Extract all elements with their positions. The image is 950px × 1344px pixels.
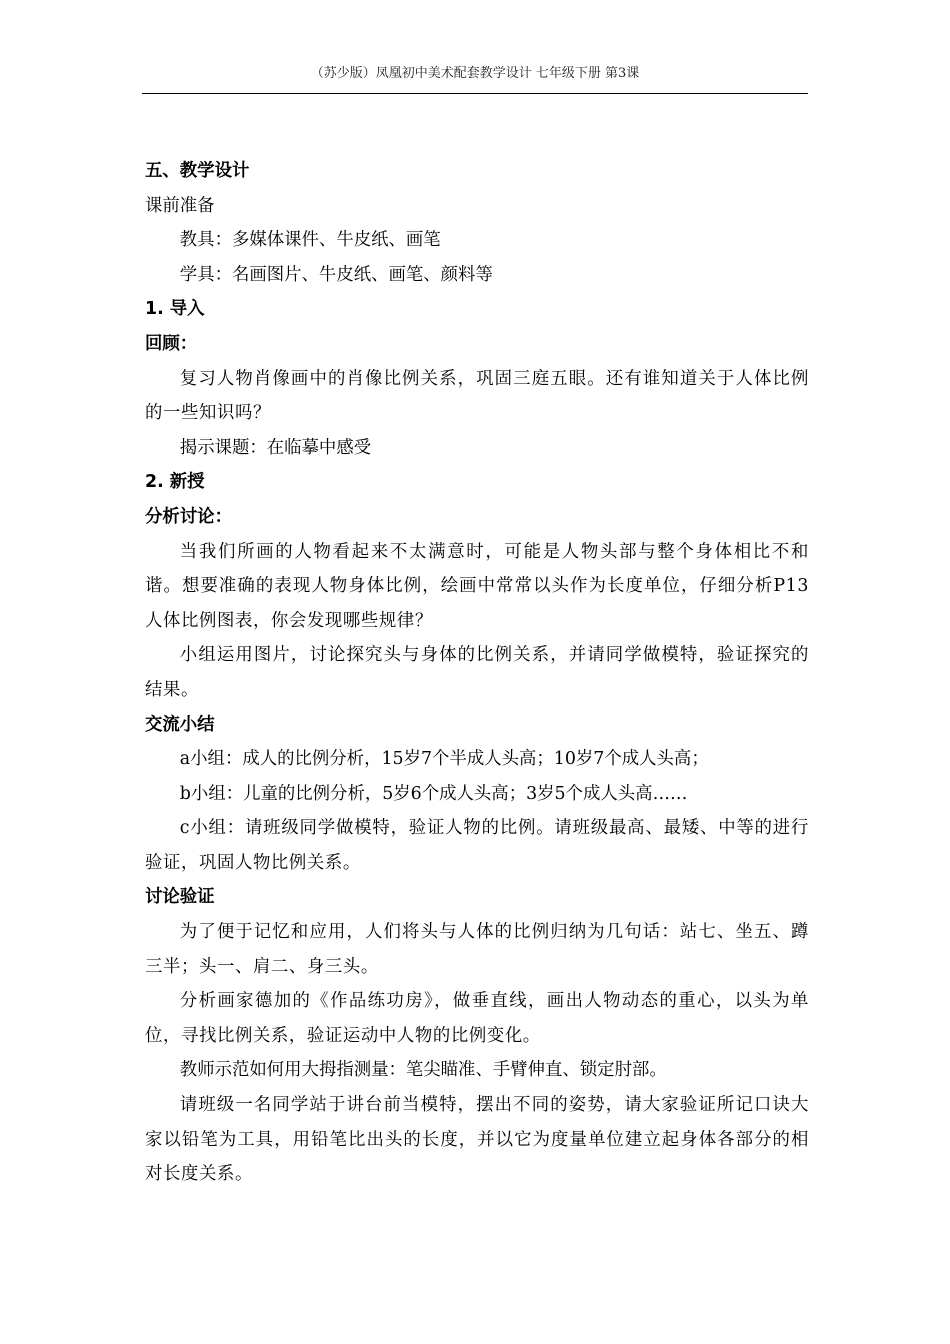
teacher-tools: 教具：多媒体课件、牛皮纸、画笔: [179, 230, 441, 251]
summary-heading: 交流小结: [145, 714, 215, 735]
analysis-paragraph-1: 当我们所画的人物看起来不太满意时，可能是人物头部与整个身体相比不和谐。想要准确的表现人物身体比例，绘画中常常以头作为长度单位，仔细分析P13人体比例图表，你会发现哪些规律？: [145, 541, 809, 631]
step1-heading: 1. 导入: [145, 299, 205, 320]
verify-paragraph-2: 分析画家德加的《作品练功房》，做垂直线，画出人物动态的重心，以头为单位，寻找比例关系，验证运动中人物的比例变化。: [145, 991, 809, 1046]
document-body: [145, 154, 809, 1192]
group-b-summary: b小组：儿童的比例分析，5岁6个成人头高；3岁5个成人头高……: [179, 783, 688, 804]
verify-paragraph-1: 为了便于记忆和应用，人们将头与人体的比例归纳为几句话：站七、坐五、蹲三半；头一、肩二、身三头。: [145, 922, 809, 977]
review-paragraph: 复习人物肖像画中的肖像比例关系，巩固三庭五眼。还有谁知道关于人体比例的一些知识吗？: [145, 368, 809, 424]
analysis-paragraph-2: 小组运用图片，讨论探究头与身体的比例关系，并请同学做模特，验证探究的结果。: [145, 645, 809, 700]
group-a-summary: a小组：成人的比例分析，15岁7个半成人头高；10岁7个成人头高；: [179, 749, 709, 770]
reveal-topic: 揭示课题：在临摹中感受: [179, 437, 372, 458]
verify-heading: 讨论验证: [145, 887, 215, 908]
verify-paragraph-3: 教师示范如何用大拇指测量：笔尖瞄准、手臂伸直、锁定肘部。: [179, 1060, 667, 1081]
student-tools: 学具：名画图片、牛皮纸、画笔、颜料等: [179, 264, 493, 285]
prep-heading: 课前准备: [145, 195, 215, 216]
page-header: （苏少版）凤凰初中美术配套教学设计 七年级下册 第3课: [310, 66, 640, 81]
header-divider: [142, 93, 808, 94]
group-c-summary: c小组：请班级同学做模特，验证人物的比例。请班级最高、最矮、中等的进行验证，巩固人物比例关系。: [145, 818, 809, 873]
step2-heading: 2. 新授: [145, 472, 205, 493]
verify-paragraph-4: 请班级一名同学站于讲台前当模特，摆出不同的姿势，请大家验证所记口诀大家以铅笔为工具，用铅笔比出头的长度，并以它为度量单位建立起身体各部分的相对长度关系。: [145, 1095, 809, 1185]
analysis-heading: 分析讨论：: [145, 506, 232, 527]
review-heading: 回顾：: [145, 333, 198, 354]
section-heading: 五、教学设计: [145, 161, 250, 181]
